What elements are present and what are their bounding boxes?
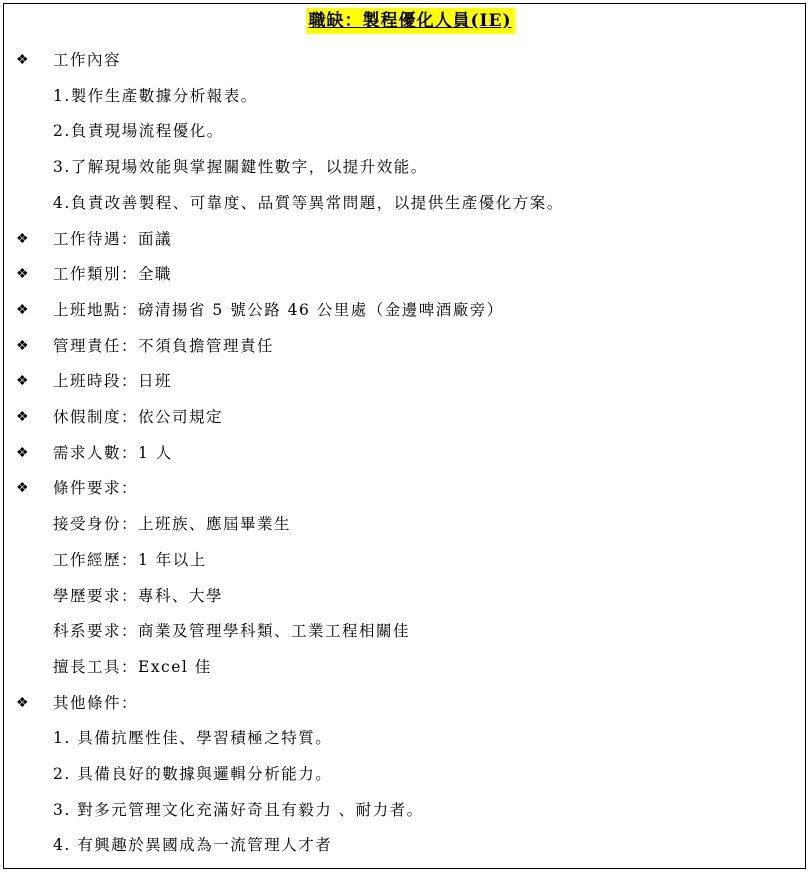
item-text: 3.了解現場效能與掌握關鍵性數字，以提升效能。 (53, 158, 428, 177)
section-heading: 工作類別：全職 (53, 265, 173, 284)
diamond-bullet-icon: ❖ (15, 694, 31, 711)
item-text: 接受身份：上班族、應屆畢業生 (53, 515, 292, 534)
item-text: 4. 有興趣於異國成為一流管理人才者 (53, 836, 333, 855)
section-heading: 管理責任：不須負擔管理責任 (53, 336, 275, 355)
diamond-bullet-icon: ❖ (15, 444, 31, 461)
item-text: 科系要求：商業及管理學科類、工業工程相關佳 (53, 622, 411, 641)
section-heading: 需求人數：1 人 (53, 443, 173, 462)
section-heading: 休假制度：依公司規定 (53, 408, 224, 426)
item-text: 4.負責改善製程、可靠度、品質等異常問題，以提供生產優化方案。 (53, 193, 564, 212)
item-text: 工作經歷：1 年以上 (53, 550, 207, 569)
diamond-bullet-icon: ❖ (15, 373, 31, 390)
diamond-bullet-icon: ❖ (15, 230, 31, 247)
diamond-bullet-icon: ❖ (15, 52, 31, 68)
section-heading: 其他條件： (53, 693, 139, 712)
item-text: 擅長工具：Excel 佳 (53, 657, 212, 676)
item-text: 2. 具備良好的數據與邏輯分析能力。 (53, 765, 333, 783)
diamond-bullet-icon: ❖ (15, 409, 31, 425)
diamond-bullet-icon: ❖ (15, 301, 31, 318)
diamond-bullet-icon: ❖ (15, 337, 31, 354)
section-heading: 上班時段：日班 (53, 372, 173, 391)
section-heading: 上班地點：磅清揚省 5 號公路 46 公里處（金邊啤酒廠旁） (53, 300, 504, 319)
document-frame (3, 3, 806, 869)
diamond-bullet-icon: ❖ (15, 480, 31, 497)
job-title: 職缺：製程優化人員(IE) (306, 8, 515, 34)
item-text: 1. 具備抗壓性佳、學習積極之特質。 (53, 729, 333, 748)
section-heading: 條件要求： (53, 479, 139, 498)
title-wrap (4, 8, 812, 34)
item-text: 2.負責現場流程優化。 (53, 122, 224, 141)
item-text: 1.製作生產數據分析報表。 (53, 86, 258, 105)
diamond-bullet-icon: ❖ (15, 266, 31, 283)
item-text: 3. 對多元管理文化充滿好奇且有毅力 、耐力者。 (53, 800, 424, 819)
item-text: 學歷要求：專科、大學 (53, 586, 224, 605)
section-heading: 工作待遇：面議 (53, 229, 173, 248)
section-heading: 工作內容 (53, 51, 122, 69)
